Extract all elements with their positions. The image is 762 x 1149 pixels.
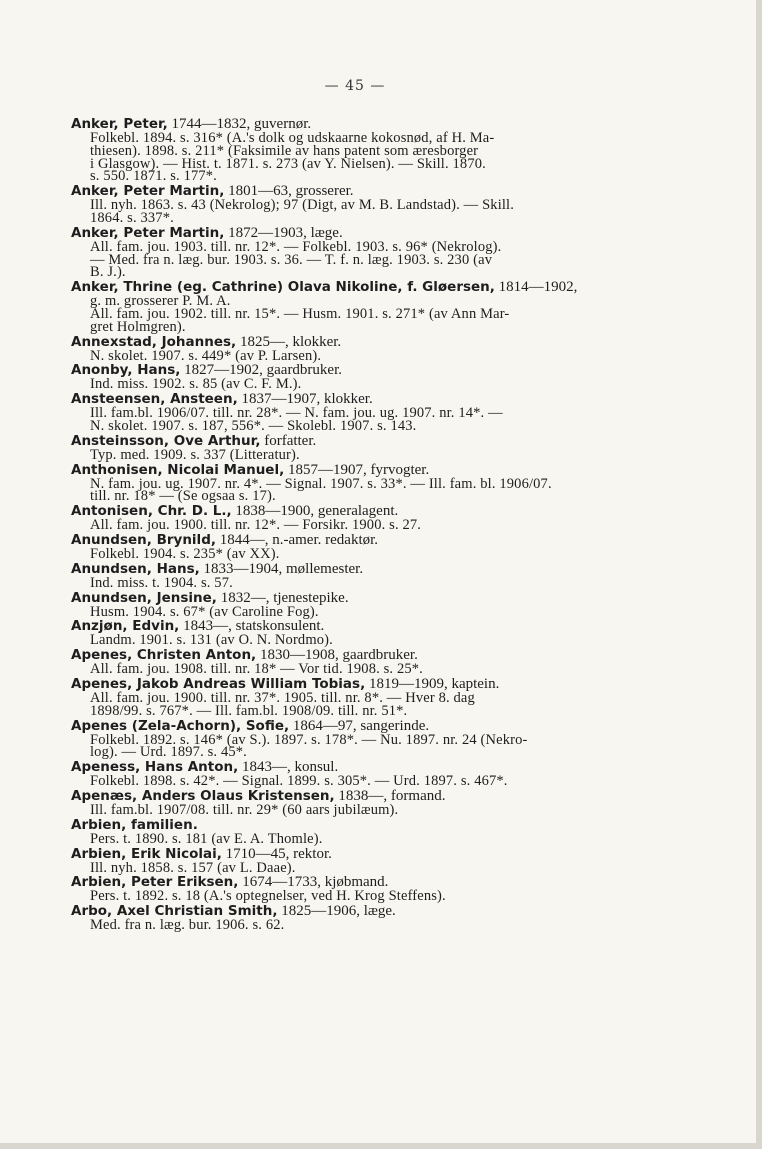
entry-references xyxy=(71,890,651,903)
list-item xyxy=(71,647,651,676)
entry-references xyxy=(71,545,651,562)
entry-description: 1843—, konsul. xyxy=(238,759,339,776)
entry-description: forfatter. xyxy=(260,432,317,449)
reference-line: Typ. med. 1909. s. 337 (Litteratur). xyxy=(90,446,300,463)
entry-references xyxy=(71,574,651,591)
entry-name: Arbien, Peter Eriksen, xyxy=(71,874,239,891)
reference-line: log). — Urd. 1897. s. 45*. xyxy=(90,744,247,761)
reference-line: Husm. 1904. s. 67* (av Caroline Fog). xyxy=(90,603,319,620)
list-item xyxy=(71,116,651,183)
entry-references xyxy=(71,199,651,225)
entry-references xyxy=(71,859,651,876)
list-item xyxy=(71,618,651,647)
list-item xyxy=(71,590,651,619)
entry-references xyxy=(71,295,651,333)
entry-references xyxy=(71,132,651,183)
entry-name: Apeness, Hans Anton, xyxy=(71,759,239,776)
entry-description: 1872—1903, læge. xyxy=(224,224,343,241)
entry-name: Anker, Thrine (eg. Cathrine) Olava Nikoline, f. Gløersen, xyxy=(71,279,495,296)
reference-line: Landm. 1901. s. 131 (av O. N. Nordmo). xyxy=(90,632,333,649)
reference-line: Pers. t. 1892. s. 18 (A.'s optegnelser, ved H. Krog Steffens). xyxy=(90,888,446,905)
entry-description: 1837—1907, klokker. xyxy=(237,391,373,408)
reference-line: Ill. nyh. 1858. s. 157 (av L. Daae). xyxy=(90,859,296,876)
list-item xyxy=(71,817,651,846)
reference-line: thiesen). 1898. s. 211* (Faksimile av hans patent som æresborger xyxy=(90,142,479,159)
entry-description: 1825—1906, læge. xyxy=(277,903,396,920)
list-item xyxy=(71,903,651,932)
entry-name: Anonby, Hans, xyxy=(71,362,181,379)
entry-name: Anker, Peter Martin, xyxy=(71,224,225,241)
list-item xyxy=(71,503,651,532)
reference-line: Med. fra n. læg. bur. 1906. s. 62. xyxy=(90,917,285,934)
reference-line: N. skolet. 1907. s. 187, 556*. — Skolebl. 1907. s. 143. xyxy=(90,417,417,434)
reference-line: Ind. miss. t. 1904. s. 57. xyxy=(90,574,233,591)
page-number: — 45 — xyxy=(324,78,386,94)
reference-line: Ind. miss. 1902. s. 85 (av C. F. M.). xyxy=(90,376,302,393)
reference-line: Ill. fam.bl. 1906/07. till. nr. 28*. — N. fam. jou. ug. 1907. nr. 14*. — xyxy=(90,405,503,422)
reference-line: N. fam. jou. ug. 1907. nr. 4*. — Signal. 1907. s. 33*. — Ill. fam. bl. 1906/07. xyxy=(90,475,552,492)
entry-references xyxy=(71,634,651,647)
entry-description: 1844—, n.-amer. redaktør. xyxy=(215,531,379,548)
list-item xyxy=(71,676,651,718)
reference-line: s. 550. 1871. s. 177*. xyxy=(90,168,217,185)
reference-line: Folkebl. 1894. s. 316* (A.'s dolk og udskaarne kokosnød, af H. Ma- xyxy=(90,130,495,146)
entry-name: Apenes (Zela-Achorn), Sofie, xyxy=(71,717,290,734)
entry-description: 1838—1900, generalagent. xyxy=(231,503,399,520)
entry-references xyxy=(71,731,651,761)
entry-references xyxy=(71,407,651,433)
entry-name: Anundsen, Hans, xyxy=(71,560,200,577)
entry-references xyxy=(71,830,651,847)
reference-line: All. fam. jou. 1902. till. nr. 15*. — Husm. 1901. s. 271* (av Ann Mar- xyxy=(90,305,510,322)
reference-line: All. fam. jou. 1900. till. nr. 12*. — Forsikr. 1900. s. 27. xyxy=(90,517,422,534)
entry-description: 1843—, statskonsulent. xyxy=(179,618,325,635)
entry-name: Apenes, Jakob Andreas William Tobias, xyxy=(71,675,366,692)
reference-line: N. skolet. 1907. s. 449* (av P. Larsen). xyxy=(90,347,322,364)
reference-line: All. fam. jou. 1900. till. nr. 37*. 1905. till. nr. 8*. — Hver 8. dag xyxy=(90,689,475,706)
entry-references xyxy=(71,919,651,932)
entry-description: 1838—, formand. xyxy=(334,787,446,804)
entry-references xyxy=(71,347,651,364)
entry-description: 1710—45, rektor. xyxy=(221,845,332,862)
entry-description: 1864—97, sangerinde. xyxy=(289,717,430,734)
list-item xyxy=(71,462,651,504)
entry-description: 1814—1902, xyxy=(494,279,578,296)
entry-references xyxy=(71,603,651,620)
entry-references xyxy=(71,446,651,463)
reference-line: Ill. fam.bl. 1907/08. till. nr. 29* (60 aars jubilæum). xyxy=(90,801,399,818)
entry-references xyxy=(71,689,651,719)
entry-name: Ansteinsson, Ove Arthur, xyxy=(71,432,261,449)
entry-name: Arbien, familien. xyxy=(71,816,198,833)
entry-name: Apenæs, Anders Olaus Kristensen, xyxy=(71,787,335,804)
list-item xyxy=(71,759,651,788)
reference-line: Pers. t. 1890. s. 181 (av E. A. Thomle). xyxy=(90,830,323,847)
entry-name: Antonisen, Chr. D. L., xyxy=(71,503,232,520)
entry-description: 1801—63, grosserer. xyxy=(224,183,354,200)
reference-line: — Med. fra n. læg. bur. 1903. s. 36. — T. f. n. læg. 1903. s. 230 (av xyxy=(90,251,493,268)
list-item xyxy=(71,391,651,433)
entry-name: Anundsen, Brynild, xyxy=(71,531,216,548)
list-item xyxy=(71,532,651,561)
reference-line: gret Holmgren). xyxy=(90,318,186,335)
entry-name: Arbo, Axel Christian Smith, xyxy=(71,903,278,920)
reference-line: g. m. grosserer P. M. A. xyxy=(90,293,231,310)
reference-line: 1898/99. s. 767*. — Ill. fam.bl. 1908/09. till. nr. 51*. xyxy=(90,702,408,719)
list-item xyxy=(71,874,651,903)
entry-references xyxy=(71,378,651,391)
reference-line: B. J.). xyxy=(90,264,126,281)
entry-name: Anker, Peter Martin, xyxy=(71,183,225,200)
entry-description: 1674—1733, kjøbmand. xyxy=(238,874,389,891)
entry-references xyxy=(71,775,651,788)
entry-name: Annexstad, Johannes, xyxy=(71,333,237,350)
list-item xyxy=(71,362,651,391)
entry-description: 1833—1904, møllemester. xyxy=(199,560,364,577)
list-item xyxy=(71,225,651,279)
list-item xyxy=(71,718,651,760)
entry-references xyxy=(71,519,651,532)
reference-line: Ill. nyh. 1863. s. 43 (Nekrolog); 97 (Digt, av M. B. Landstad). — Skill. xyxy=(90,197,515,214)
entry-description: 1827—1902, gaardbruker. xyxy=(180,362,343,379)
entry-name: Anzjøn, Edvin, xyxy=(71,618,180,635)
entry-description: 1830—1908, gaardbruker. xyxy=(256,647,418,664)
entry-description: 1744—1832, guvernør. xyxy=(167,116,312,132)
entry-name: Arbien, Erik Nicolai, xyxy=(71,845,222,862)
entry-name: Anthonisen, Nicolai Manuel, xyxy=(71,461,285,478)
entry-name: Anundsen, Jensine, xyxy=(71,589,217,606)
entry-name: Anker, Peter, xyxy=(71,116,168,132)
entry-description: 1857—1907, fyrvogter. xyxy=(284,461,430,478)
list-item xyxy=(71,334,651,363)
reference-line: All. fam. jou. 1903. till. nr. 12*. — Folkebl. 1903. s. 96* (Nekrolog). xyxy=(90,238,502,255)
reference-line: till. nr. 18* — (Se ogsaa s. 17). xyxy=(90,488,276,505)
list-item xyxy=(71,183,651,225)
list-item xyxy=(71,788,651,817)
reference-line: Folkebl. 1898. s. 42*. — Signal. 1899. s. 305*. — Urd. 1897. s. 467*. xyxy=(90,773,508,790)
reference-line: Folkebl. 1892. s. 146* (av S.). 1897. s. 178*. — Nu. 1897. nr. 24 (Nekro- xyxy=(90,731,528,748)
list-item xyxy=(71,846,651,875)
list-item xyxy=(71,279,651,333)
entry-references xyxy=(71,475,651,505)
list-item xyxy=(71,561,651,590)
list-item xyxy=(71,433,651,462)
entry-references xyxy=(71,801,651,818)
entry-description: 1819—1909, kaptein. xyxy=(365,675,500,692)
entry-description: 1825—, klokker. xyxy=(236,333,342,350)
entry-references xyxy=(71,663,651,676)
entry-references xyxy=(71,238,651,281)
reference-line: All. fam. jou. 1908. till. nr. 18* — Vor tid. 1908. s. 25*. xyxy=(90,661,423,678)
reference-line: 1864. s. 337*. xyxy=(90,209,174,226)
entry-name: Apenes, Christen Anton, xyxy=(71,647,257,664)
entry-description: 1832—, tjenestepike. xyxy=(216,589,349,606)
entry-name: Ansteensen, Ansteen, xyxy=(71,391,238,408)
reference-line: Folkebl. 1904. s. 235* (av XX). xyxy=(90,545,280,562)
entry-list xyxy=(71,116,651,932)
reference-line: i Glasgow). — Hist. t. 1871. s. 273 (av Y. Nielsen). — Skill. 1870. xyxy=(90,155,486,172)
